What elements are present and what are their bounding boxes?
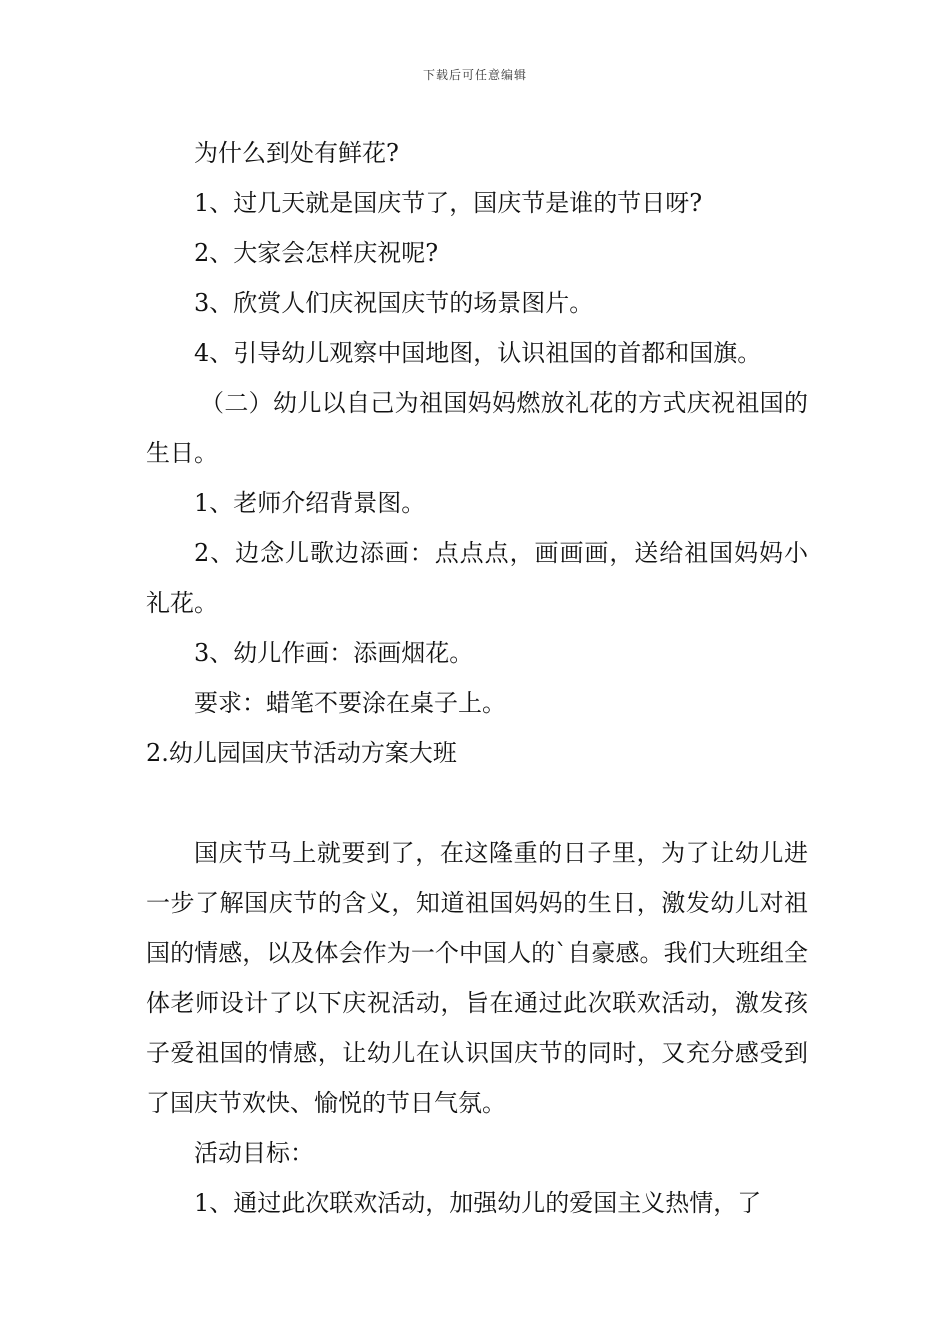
paragraph-11: 国庆节马上就要到了，在这隆重的日子里，为了让幼儿进一步了解国庆节的含义，知道祖国妈妈的生日，激发幼儿对祖国的情感，以及体会作为一个中国人的`自豪感。我们大班组全体老师设计了以下庆祝活动，旨在通过此次联欢活动，激发孩子爱祖国的情感，让幼儿在认识国庆节的同时，又充分感受到了国庆节欢快、愉悦的节日气氛。: [146, 839, 808, 1117]
document-body: [146, 128, 808, 1228]
paragraph-6: （二）幼儿以自己为祖国妈妈燃放礼花的方式庆祝祖国的生日。: [146, 389, 808, 467]
paragraph-12: 活动目标：: [194, 1139, 314, 1167]
paragraph-4: 3、欣赏人们庆祝国庆节的场景图片。: [194, 289, 594, 317]
paragraph-5: 4、引导幼儿观察中国地图，认识祖国的首都和国旗。: [194, 339, 762, 367]
paragraph-9: 3、幼儿作画：添画烟花。: [194, 639, 474, 667]
paragraph-13: 1、通过此次联欢活动，加强幼儿的爱国主义热情，了: [194, 1189, 762, 1217]
paragraph-10: 要求：蜡笔不要涂在桌子上。: [194, 689, 506, 717]
header-note: 下载后可任意编辑: [422, 68, 527, 82]
paragraph-1: 为什么到处有鲜花?: [194, 139, 399, 167]
paragraph-3: 2、大家会怎样庆祝呢?: [194, 239, 439, 267]
section-title: 2.幼儿园国庆节活动方案大班: [146, 739, 457, 767]
paragraph-8: 2、边念儿歌边添画：点点点，画画画，送给祖国妈妈小礼花。: [146, 539, 808, 617]
paragraph-7: 1、老师介绍背景图。: [194, 489, 426, 517]
blank-line: [146, 778, 808, 828]
paragraph-2: 1、过几天就是国庆节了，国庆节是谁的节日呀?: [194, 189, 703, 217]
